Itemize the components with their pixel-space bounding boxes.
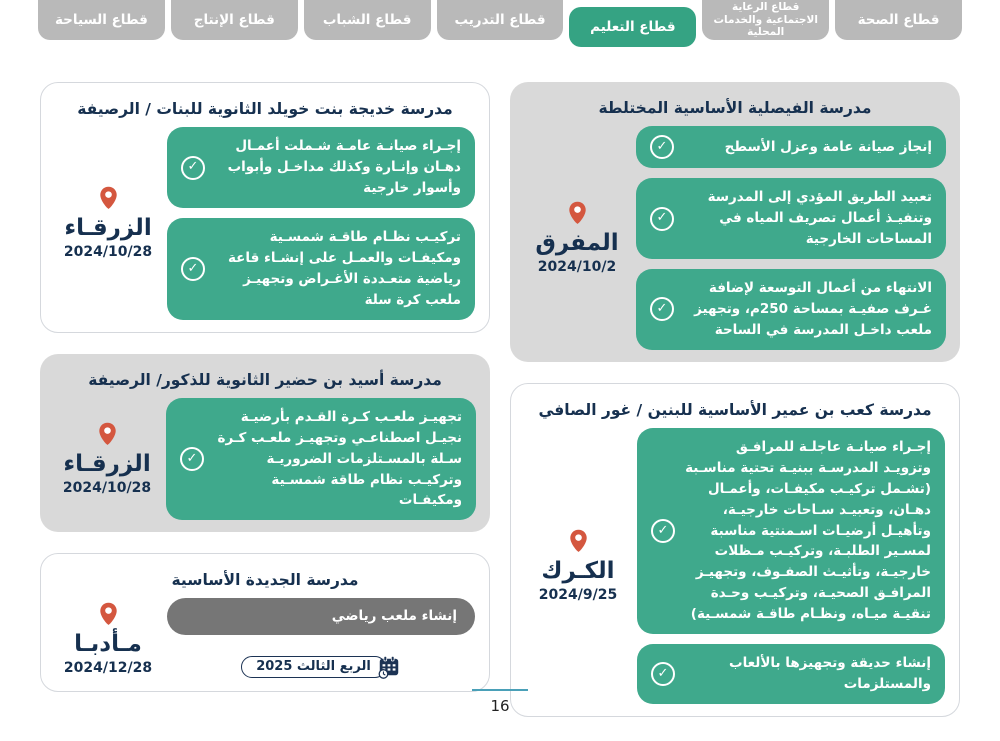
- calendar-clock-icon: [377, 655, 401, 679]
- location-date: 2024/9/25: [538, 586, 618, 603]
- task-pill: [636, 178, 946, 259]
- location-block: [55, 186, 161, 260]
- page-number: 16: [490, 697, 510, 715]
- tab-training[interactable]: قطاع التدريب: [437, 0, 564, 40]
- location-block: [55, 602, 161, 676]
- location-name: الزرقـاء: [64, 215, 152, 242]
- map-pin-icon: [569, 529, 588, 554]
- map-pin-icon: [99, 602, 118, 627]
- column-left: [40, 82, 490, 713]
- check-icon: ✓: [651, 519, 675, 543]
- location-block: [525, 529, 631, 603]
- map-pin-icon: [568, 201, 587, 226]
- location-block: [54, 422, 160, 496]
- location-date: 2024/10/2: [537, 258, 617, 275]
- school-card-khadija: [40, 82, 490, 333]
- tab-production[interactable]: قطاع الإنتاج: [171, 0, 298, 40]
- location-name: المفرق: [535, 230, 619, 257]
- task-text: تركيـب نظـام طاقـة شمسـية ومكيفـات والعمـل على إنشـاء قاعة رياضية متعـددة الأغـراض وتجهيـز ملعب كرة سلة: [227, 228, 461, 308]
- map-pin-icon: [99, 186, 118, 211]
- footer-divider: [472, 689, 528, 692]
- location-date: 2024/10/28: [62, 479, 152, 496]
- location-date: 2024/12/28: [63, 659, 153, 676]
- check-icon: ✓: [650, 297, 674, 321]
- task-text: إنشاء حديقة وتجهيزها بالألعاب والمستلزمات: [729, 655, 931, 693]
- check-icon: ✓: [651, 662, 675, 686]
- school-title: مدرسة الجديدة الأساسية: [171, 571, 359, 590]
- task-text: إجـراء صيانـة عامـة شـملت أعمـال دهـان وإنـارة وكذلك مداخـل وأبواب وأسوار خارجية: [227, 138, 461, 196]
- school-title: مدرسة أسيد بن حضير الثانوية للذكور/ الرصيفة: [88, 370, 442, 389]
- school-title: مدرسة كعب بن عمير الأساسية للبنين / غور الصافي: [538, 400, 932, 419]
- check-icon: ✓: [181, 156, 205, 180]
- school-title: مدرسة الفيصلية الأساسية المختلطة: [598, 99, 872, 117]
- tab-health[interactable]: قطاع الصحة: [835, 0, 962, 40]
- location-date: 2024/10/28: [63, 244, 153, 261]
- column-right: [510, 82, 960, 738]
- location-name: الزرقـاء: [63, 451, 151, 478]
- task-pill: [637, 428, 945, 634]
- task-text: تجهيـز ملعـب كـرة القـدم بأرضيـة نجيـل اصطناعـي وتجهيـز ملعـب كـرة سـلة بالمسـتلزمات الضروريـة وتركيـب نظام طاقة شمسـية ومكيفـات: [217, 408, 462, 509]
- school-title: مدرسة خديجة بنت خويلد الثانوية للبنات / الرصيفة: [77, 100, 453, 118]
- quarter-row: [167, 655, 475, 679]
- location-name: مـأدبـا: [74, 631, 142, 658]
- school-card-usaid: [40, 354, 490, 533]
- school-card-faisaliya: [510, 82, 960, 362]
- task-text: إنشاء ملعب رياضي: [331, 608, 457, 625]
- task-pill: [636, 126, 946, 168]
- tab-tourism[interactable]: قطاع السياحة: [38, 0, 165, 40]
- location-block: [524, 201, 630, 275]
- task-pill: [636, 269, 946, 350]
- planned-task-pill: [167, 598, 475, 635]
- task-text: تعبيد الطريق المؤدي إلى المدرسة وتنفيـذ أعمال تصريف المياه في المساحات الخارجية: [707, 189, 932, 247]
- quarter-badge: الربع الثالث 2025: [241, 656, 386, 678]
- task-pill: [166, 398, 476, 521]
- check-icon: ✓: [650, 135, 674, 159]
- location-name: الكـرك: [541, 558, 615, 584]
- check-icon: ✓: [181, 257, 205, 281]
- task-text: الانتهاء من أعمال التوسعة لإضافة غـرف صفيـة بمساحة 250م، وتجهيز ملعب داخـل المدرسة في الساحة: [694, 279, 932, 338]
- sector-tab-bar: [38, 0, 962, 50]
- page-footer: [0, 689, 1000, 716]
- school-card-jadida: [40, 553, 490, 692]
- task-text: إنجاز صيانة عامة وعزل الأسطح: [724, 138, 932, 155]
- check-icon: ✓: [650, 207, 674, 231]
- task-pill: [167, 218, 475, 320]
- tab-social-care[interactable]: قطاع الرعاية الاجتماعية والخدمات المحلية: [702, 0, 829, 40]
- school-card-kaab: [510, 383, 960, 717]
- tab-youth[interactable]: قطاع الشباب: [304, 0, 431, 40]
- task-text: إجـراء صيانـة عاجلـة للمرافـق وتزويـد المدرسـة ببنيـة تحتية مناسـبة (تشـمل تركيـب مكيفـات، وأعمـال دهـان، وتعبيـد سـاحات خارجيـة، وتأهيـل أرضيـات اسـمنتية مناسبة لمسـير الطلبـة، وتركيـب مـظلات خارجيـة، وتأثيـث الصفـوف، وتجهيـز المرافـق الصحيـة، وتركيـب وحـدة تنقيـة ميـاه، ونظـام طاقـة شمسـية): [685, 438, 931, 623]
- tab-education[interactable]: قطاع التعليم: [569, 7, 696, 47]
- task-pill: [167, 127, 475, 208]
- map-pin-icon: [98, 422, 117, 447]
- check-icon: ✓: [180, 447, 204, 471]
